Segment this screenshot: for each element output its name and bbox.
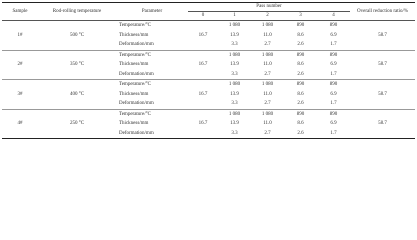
pass-value <box>188 40 218 50</box>
pass-value: 890 <box>296 82 305 87</box>
header-pass-1: 1 <box>218 12 251 21</box>
overall-reduction: 58.7 <box>350 109 415 139</box>
pass-value: 1 080 <box>261 111 274 117</box>
parameter-name: Deformation/mm <box>119 42 154 47</box>
rolling-parameters-table <box>2 2 415 139</box>
pass-value: 2.6 <box>297 71 304 77</box>
pass-value: 13.9 <box>230 121 239 126</box>
pass-value: 11.0 <box>263 32 272 38</box>
pass-value: 1.7 <box>330 71 337 77</box>
header-pass-4: 4 <box>317 12 350 21</box>
pass-value: 3.3 <box>231 130 238 136</box>
pass-value: 1 080 <box>261 23 274 28</box>
pass-value: 2.7 <box>264 42 271 47</box>
rolling-temperature: 400 °C <box>38 80 116 110</box>
header-pass-3: 3 <box>284 12 317 21</box>
pass-value: 6.9 <box>330 32 337 38</box>
pass-value: 11.0 <box>263 121 272 126</box>
pass-value <box>188 80 218 90</box>
table-row <box>2 109 415 119</box>
pass-value: 6.9 <box>330 62 337 67</box>
pass-value: 13.9 <box>230 32 239 38</box>
pass-value <box>188 21 218 31</box>
pass-value: 1 080 <box>228 52 241 58</box>
pass-value: 13.9 <box>230 62 239 67</box>
table-row <box>2 21 415 31</box>
overall-reduction: 58.7 <box>350 50 415 80</box>
pass-value: 1.7 <box>330 130 337 136</box>
pass-value: 11.0 <box>263 62 272 67</box>
header-pass-2: 2 <box>251 12 284 21</box>
parameter-name: Deformation/mm <box>119 130 154 136</box>
rolling-temperature: 250 °C <box>38 109 116 139</box>
pass-value <box>188 109 218 119</box>
parameter-name: Temperature/°C <box>119 23 151 28</box>
overall-reduction: 58.7 <box>350 80 415 110</box>
pass-value: 2.7 <box>264 101 271 106</box>
parameter-name: Deformation/mm <box>119 101 154 106</box>
pass-value: 1 080 <box>261 52 274 58</box>
sample-id: 4# <box>2 109 38 139</box>
header-pass-0: 0 <box>188 12 218 21</box>
parameter-name: Thickness/mm <box>119 62 149 67</box>
pass-value: 890 <box>329 111 338 117</box>
pass-value: 6.9 <box>330 91 337 97</box>
parameter-name: Thickness/mm <box>119 91 149 97</box>
pass-value: 1 080 <box>261 82 274 87</box>
pass-value: 2.6 <box>297 130 304 136</box>
pass-value: 11.0 <box>263 91 272 97</box>
pass-value: 16.7 <box>198 121 208 126</box>
pass-value: 2.7 <box>264 71 271 77</box>
header-pass-number: Pass number <box>188 3 350 12</box>
pass-value: 16.7 <box>198 91 208 97</box>
parameter-name: Deformation/mm <box>119 71 154 77</box>
pass-value: 890 <box>296 52 305 58</box>
pass-value: 1.7 <box>330 42 337 47</box>
rolling-temperature: 500 °C <box>38 21 116 51</box>
pass-value: 8.6 <box>297 121 304 126</box>
pass-value: 2.7 <box>264 130 271 136</box>
parameter-name: Temperature/°C <box>119 52 151 58</box>
pass-value: 6.9 <box>330 121 337 126</box>
pass-value <box>188 99 218 109</box>
pass-value: 16.7 <box>198 62 208 67</box>
pass-value: 890 <box>329 52 338 58</box>
pass-value: 1.7 <box>330 101 337 106</box>
parameter-name: Temperature/°C <box>119 82 151 87</box>
pass-value: 890 <box>296 23 305 28</box>
parameter-name: Thickness/mm <box>119 121 149 126</box>
pass-value <box>188 129 218 139</box>
pass-value <box>188 70 218 80</box>
sample-id: 2# <box>2 50 38 80</box>
pass-value: 8.6 <box>297 62 304 67</box>
pass-value: 890 <box>329 82 338 87</box>
pass-value <box>188 50 218 60</box>
pass-value: 1 080 <box>228 82 241 87</box>
sample-id: 1# <box>2 21 38 51</box>
sample-id: 3# <box>2 80 38 110</box>
overall-reduction: 58.7 <box>350 21 415 51</box>
pass-value: 3.3 <box>231 42 238 47</box>
table-row <box>2 80 415 90</box>
pass-value: 3.3 <box>231 71 238 77</box>
pass-value: 1 080 <box>228 111 241 117</box>
parameter-name: Thickness/mm <box>119 32 149 38</box>
pass-value: 8.6 <box>297 91 304 97</box>
pass-value: 3.3 <box>231 101 238 106</box>
header-parameter: Parameter <box>116 3 188 21</box>
table-body <box>2 21 415 139</box>
pass-value: 16.7 <box>198 32 208 38</box>
pass-value: 13.9 <box>230 91 239 97</box>
table-row <box>2 50 415 60</box>
pass-value: 2.6 <box>297 101 304 106</box>
pass-value: 2.6 <box>297 42 304 47</box>
header-reduction: Overall reduction ratio/% <box>350 3 415 21</box>
pass-value: 1 080 <box>228 23 241 28</box>
header-sample: Sample <box>2 3 38 21</box>
pass-value: 890 <box>296 111 305 117</box>
pass-value: 8.6 <box>297 32 304 38</box>
rolling-temperature: 350 °C <box>38 50 116 80</box>
parameter-name: Temperature/°C <box>119 111 151 117</box>
header-temperature: Rod-rolling temperature <box>38 3 116 21</box>
pass-value: 890 <box>329 23 338 28</box>
